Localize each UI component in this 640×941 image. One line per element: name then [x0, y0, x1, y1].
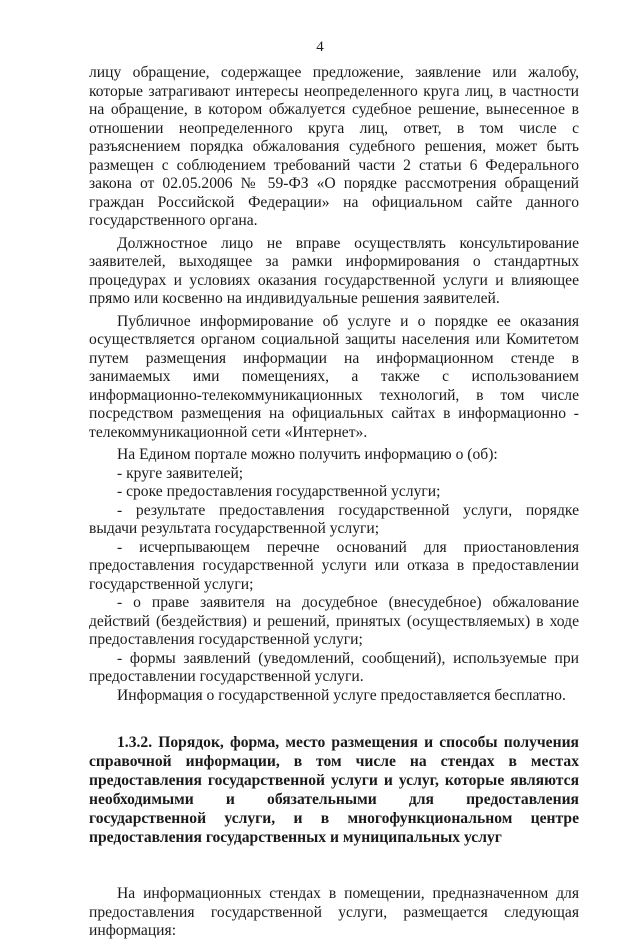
section-heading: 1.3.2. Порядок, форма, место размещения и способы получения справочной информации, в том числе на стендах в местах предоставления государственной услуги и услуг, которые являются необходимыми и обязательными для предоставления государственной услуги, и в многофункциональном центре предоставления государственных и муниципальных услуг: [89, 734, 579, 846]
list-item-applicants: - круге заявителей;: [117, 464, 244, 482]
list-item-result: - результате предоставления государственной услуги, порядке выдачи результата государственной услуги;: [89, 501, 579, 537]
paragraph-public-informing: Публичное информирование об услуге и о порядке ее оказания осуществляется органом социальной защиты населения или Комитетом путем размещения информации на информационном стенде в занимаемых ими помещениях, а также с использованием информационно-телекоммуникационных технологий, в том числе посредством размещения на официальных сайтах в информационно - телекоммуникационной сети «Интернет».: [89, 312, 579, 441]
paragraph-portal-intro: На Едином портале можно получить информацию о (об):: [117, 446, 498, 463]
paragraph-official-restriction: Должностное лицо не вправе осуществлять консультирование заявителей, выходящее за рамки информирования о стандартных процедурах и условиях оказания государственной услуги и влияющее прямо или косвенно на индивидуальные решения заявителей.: [89, 234, 579, 307]
paragraph-continuation: лицу обращение, содержащее предложение, заявление или жалобу, которые затрагивают интересы неопределенного круга лиц, в частности на обращение, в котором обжалуется судебное решение, вынесенное в отношении неопределенного круга лиц, ответ, в том числе с разъяснением порядка обжалования судебного решения, может быть размещен с соблюдением требований части 2 статьи 6 Федерального закона от 02.05.2006 № 59-ФЗ «О порядке рассмотрения обращений граждан Российской Федерации» на официальном сайте данного государственного органа.: [89, 64, 579, 229]
list-item-forms: - формы заявлений (уведомлений, сообщений), используемые при предоставлении государственной услуги.: [89, 649, 579, 685]
list-item-terms: - сроке предоставления государственной услуги;: [117, 483, 441, 500]
page-number: 4: [316, 39, 324, 55]
paragraph-stands-info: На информационных стендах в помещении, предназначенном для предоставления государственной услуги, размещается следующая информация:: [89, 885, 579, 939]
paragraph-free-of-charge: Информация о государственной услуге предоставляется бесплатно.: [117, 686, 566, 704]
document-body: [89, 64, 579, 941]
list-item-appeal-right: - о праве заявителя на досудебное (внесудебное) обжалование действий (бездействия) и решений, принятых (осуществляемых) в ходе предоставления государственной услуги;: [89, 594, 579, 648]
list-item-grounds: - исчерпывающем перечне оснований для приостановления предоставления государственной услуги или отказа в предоставлении государственной услуги;: [89, 538, 579, 593]
